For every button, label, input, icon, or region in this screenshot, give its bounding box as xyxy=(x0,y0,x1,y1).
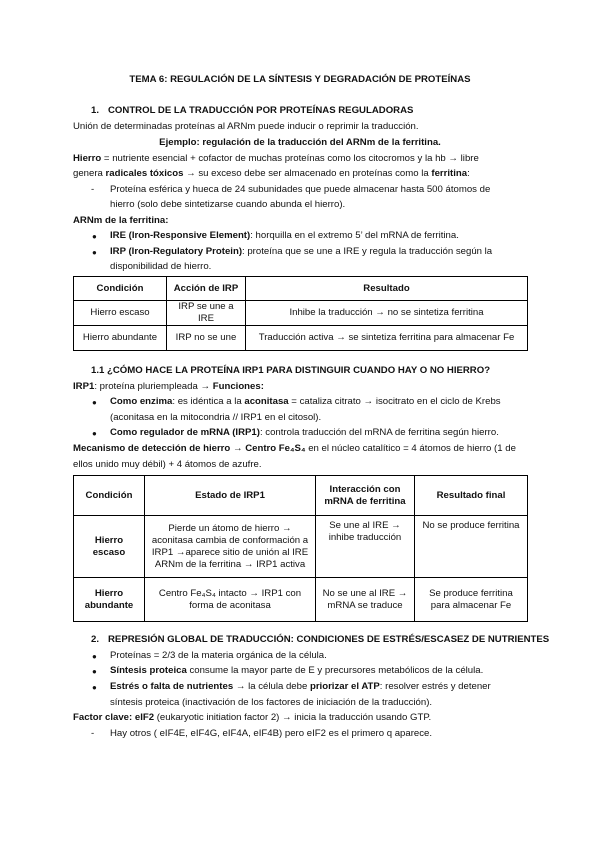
dash-marker: - xyxy=(91,728,95,739)
sec2-dash-line: Hay otros ( eIF4E, eIF4G, eIF4A, eIF4B) pero eIF2 es el primero q aparece. xyxy=(110,728,433,739)
bullet-icon: ● xyxy=(92,429,97,438)
table-cell: Hierro escaso xyxy=(74,516,145,578)
bullet-icon: ● xyxy=(92,683,97,692)
table-cell: Traducción activa → se sintetiza ferritina para almacenar Fe xyxy=(246,326,528,351)
table-cell: Centro Fe₄S₄ intacto → IRP1 con forma de aconitasa xyxy=(145,578,316,622)
enzima-line-2: (aconitasa en la mitocondria // IRP1 en el citosol). xyxy=(110,412,322,423)
irp-line-2: disponibilidad de hierro. xyxy=(110,261,212,272)
table-cell: Se produce ferritina para almacenar Fe xyxy=(415,578,528,622)
table-row xyxy=(74,326,528,351)
page-title: TEMA 6: REGULACIÓN DE LA SÍNTESIS Y DEGRADACIÓN DE PROTEÍNAS xyxy=(129,74,471,85)
section-1-intro: Unión de determinadas proteínas al ARNm puede inducir o reprimir la traducción. xyxy=(73,121,419,132)
ire-line: IRE (Iron-Responsive Element): horquilla en el extremo 5’ del mRNA de ferritina. xyxy=(110,230,459,241)
section-1-1-heading: 1.1 ¿CÓMO HACE LA PROTEÍNA IRP1 PARA DISTINGUIR CUANDO HAY O NO HIERRO? xyxy=(91,365,491,376)
table-1-header-cell: Condición xyxy=(74,277,167,301)
table-2-header xyxy=(74,476,528,516)
enzima-line-1: Como enzima: es idéntica a la aconitasa = cataliza citrato → isocitrato en el ciclo de Krebs xyxy=(110,396,501,407)
ferritina-desc-1: Proteína esférica y hueca de 24 subunidades que puede almacenar hasta 500 átomos de xyxy=(110,184,491,195)
sec2-bullet-3-line-1: Estrés o falta de nutrientes → la célula debe priorizar el ATP: resolver estrés y detener xyxy=(110,681,491,692)
table-2-header-cell: Estado de IRP1 xyxy=(145,476,316,516)
dash-marker: - xyxy=(91,184,95,195)
mecanismo-line-1: Mecanismo de detección de hierro → Centro Fe₄S₄ en el núcleo catalítico = 4 átomos de hierro (1 de xyxy=(73,443,516,454)
table-1-header-cell: Resultado xyxy=(246,277,528,301)
mecanismo-line-2: ellos unido muy débil) + 4 átomos de azufre. xyxy=(73,459,262,470)
table-cell: Pierde un átomo de hierro → aconitasa cambia de conformación a IRP1 →aparece sitio de unión al IRE ARNm de la ferritina → IRP1 activa xyxy=(145,516,316,578)
table-cell: Hierro abundante xyxy=(74,578,145,622)
table-1 xyxy=(73,276,528,351)
bullet-icon: ● xyxy=(92,232,97,241)
table-2-header-cell: Condición xyxy=(74,476,145,516)
table-cell: Hierro escaso xyxy=(74,301,167,326)
table-cell: IRP no se une xyxy=(167,326,246,351)
example-line: Ejemplo: regulación de la traducción del ARNm de la ferritina. xyxy=(159,137,441,148)
table-cell: IRP se une a IRE xyxy=(167,301,246,326)
bullet-icon: ● xyxy=(92,667,97,676)
table-cell: Hierro abundante xyxy=(74,326,167,351)
sec2-bullet-3-line-2: síntesis proteica (inactivación de los factores de iniciación de la traducción). xyxy=(110,697,433,708)
regulador-line: Como regulador de mRNA (IRP1): controla traducción del mRNA de ferritina según hierro. xyxy=(110,427,499,438)
table-cell: Inhibe la traducción → no se sintetiza ferritina xyxy=(246,301,528,326)
arnm-label: ARNm de la ferritina: xyxy=(73,215,169,226)
section-2-heading: REPRESIÓN GLOBAL DE TRADUCCIÓN: CONDICIONES DE ESTRÉS/ESCASEZ DE NUTRIENTES xyxy=(108,634,550,645)
hierro-line-2: genera radicales tóxicos → su exceso debe ser almacenado en proteínas como la ferritina: xyxy=(73,168,470,179)
table-row xyxy=(74,516,528,578)
sec2-bullet-2: Síntesis proteica consume la mayor parte de E y precursores metabólicos de la célula. xyxy=(110,665,484,676)
table-2-header-cell: Resultado final xyxy=(415,476,528,516)
table-1-header xyxy=(74,277,528,301)
table-2-header-cell: Interacción con mRNA de ferritina xyxy=(316,476,415,516)
table-row xyxy=(74,578,528,622)
ferritina-desc-2: hierro (solo debe sintetizarse cuando abunda el hierro). xyxy=(110,199,346,210)
section-2-number: 2. xyxy=(91,634,100,645)
sec2-bullet-1: Proteínas = 2/3 de la materia orgánica de la célula. xyxy=(110,650,327,661)
section-1-heading: CONTROL DE LA TRADUCCIÓN POR PROTEÍNAS REGULADORAS xyxy=(108,105,414,116)
bullet-icon: ● xyxy=(92,652,97,661)
irp1-line: IRP1: proteína pluriempleada → Funciones: xyxy=(73,381,264,392)
table-1-header-cell: Acción de IRP xyxy=(167,277,246,301)
irp-line-1: IRP (Iron-Regulatory Protein): proteína que se une a IRE y regula la traducción según la xyxy=(110,246,493,257)
table-cell: No se produce ferritina xyxy=(415,516,528,578)
table-cell: Se une al IRE → inhibe traducción xyxy=(316,516,415,578)
table-row xyxy=(74,301,528,326)
table-2 xyxy=(73,475,528,622)
section-1-number: 1. xyxy=(91,105,100,116)
table-cell: No se une al IRE → mRNA se traduce xyxy=(316,578,415,622)
factor-clave-line: Factor clave: eIF2 (eukaryotic initiation factor 2) → inicia la traducción usando GTP. xyxy=(73,712,432,723)
bullet-icon: ● xyxy=(92,248,97,257)
bullet-icon: ● xyxy=(92,398,97,407)
hierro-line-1: Hierro = nutriente esencial + cofactor de muchas proteínas como los citocromos y la hb → libre xyxy=(73,153,479,164)
